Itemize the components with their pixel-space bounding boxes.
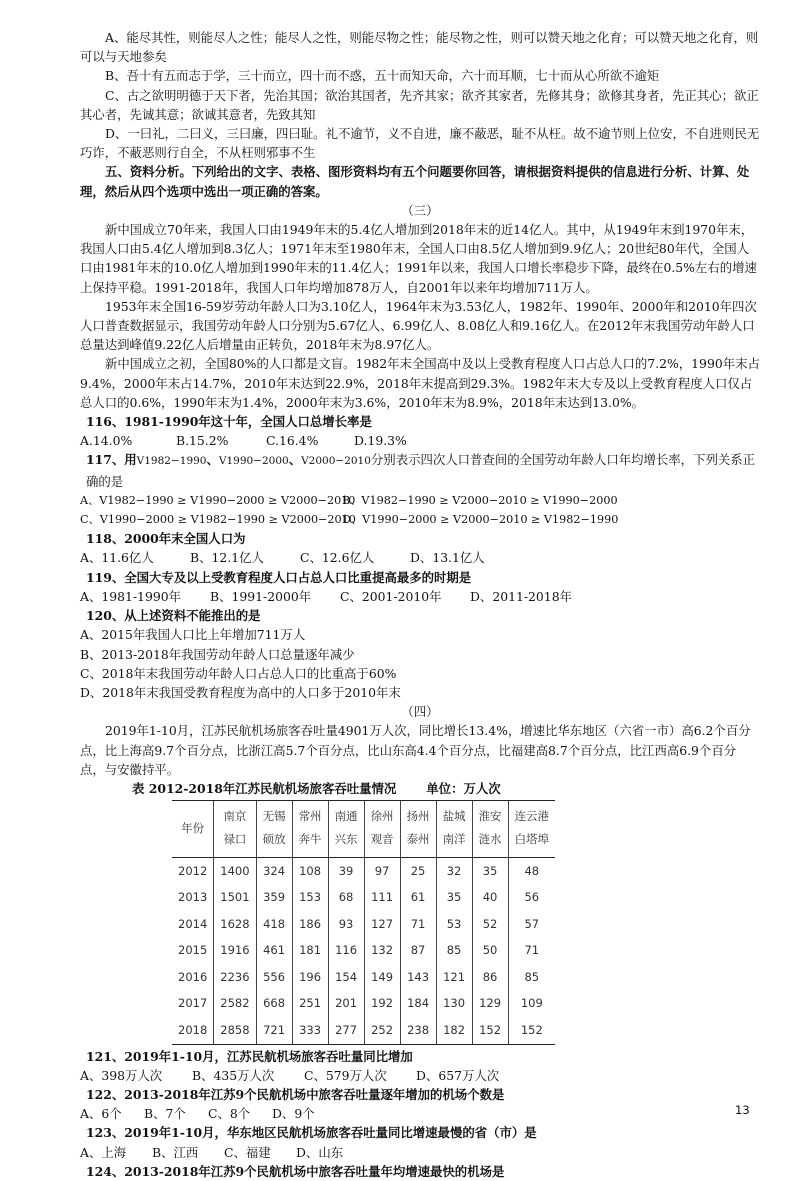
q118-b: B、12.1亿人	[190, 550, 264, 566]
table-caption	[132, 779, 760, 798]
q118-options	[80, 548, 760, 567]
q123-d: D、山东	[296, 1144, 344, 1160]
option-d: D、一曰礼，二曰义，三曰廉，四曰耻。礼不逾节，义不自进，廉不蔽恶，耻不从枉。故不逾节则上位安，不自进则民无巧诈，不蔽恶则行自全，不从枉则邪事不生	[80, 126, 760, 161]
value-cell: 71	[400, 911, 436, 938]
q118-stem: 118、2000年末全国人口为	[86, 531, 246, 547]
value-cell: 130	[436, 991, 472, 1018]
option-c: C、古之欲明明德于天下者，先治其国；欲治其国者，先齐其家；欲齐其家者，先修其身；欲修其身者，先正其心；欲正其心者，先诚其意；欲诚其意者，先致其知	[80, 87, 759, 122]
year-cell: 2013	[178, 890, 208, 905]
q122-c: C、8个	[208, 1106, 251, 1122]
q117-sep2: 、	[288, 452, 302, 468]
value-cell: 32	[436, 858, 472, 885]
value-cell: 1501	[214, 885, 256, 912]
q119-d: D、2011-2018年	[470, 588, 572, 604]
q122-stem: 122、2013-2018年江苏9个民航机场中旅客吞吐量逐年增加的机场个数是	[86, 1087, 505, 1103]
table-row	[172, 911, 555, 938]
value-cell: 52	[472, 911, 508, 938]
airport-name: 白塔埠	[514, 832, 550, 847]
airport-city: 连云港	[514, 809, 550, 824]
value-cell: 85	[508, 964, 555, 991]
value-cell: 1916	[214, 938, 256, 965]
q122-b: B、7个	[144, 1106, 186, 1122]
value-cell: 668	[256, 991, 292, 1018]
q116-a: A.14.0%	[80, 433, 133, 449]
q116-d: D.19.3%	[354, 433, 407, 449]
table-row	[172, 938, 555, 965]
table-header-row	[172, 801, 555, 858]
part4-heading: （四）	[401, 704, 439, 720]
table-title: 表 2012-2018年江苏民航机场旅客吞吐量情况	[132, 780, 397, 796]
airport-name: 硕放	[262, 832, 286, 847]
value-cell: 153	[292, 885, 328, 912]
q117-v1: V1982−1990	[136, 455, 207, 468]
airport-city: 常州	[298, 809, 322, 824]
q117-stem-pre: 117、用	[86, 452, 137, 468]
q122-d: D、9个	[272, 1106, 315, 1122]
value-cell: 196	[292, 964, 328, 991]
airport-name: 禄口	[223, 832, 247, 847]
airport-name: 奔牛	[298, 832, 322, 847]
q117-b: B、V1982−1990 ≥ V2000−2010 ≥ V1990−2000	[342, 493, 618, 507]
section-title: 五、资料分析。下列给出的文字、表格、图形资料均有五个问题要你回答，请根据资料提供的信息进行分析、计算、处理，然后从四个选项中选出一项正确的答案。	[80, 164, 750, 199]
q123-stem: 123、2019年1-10月，华东地区民航机场旅客吞吐量同比增速最慢的省（市）是	[86, 1125, 537, 1141]
q123-c: C、福建	[224, 1144, 271, 1160]
q121-d: D、657万人次	[416, 1067, 500, 1083]
value-cell: 39	[328, 858, 364, 885]
value-cell: 86	[472, 964, 508, 991]
q123-a: A、上海	[80, 1144, 127, 1160]
table-row	[172, 991, 555, 1018]
value-cell: 35	[436, 885, 472, 912]
value-cell: 251	[292, 991, 328, 1018]
q117-stem-post: 分别表示四次人口普查间的全国劳动年龄人口年均增长率，下列关系正确的是	[86, 452, 756, 489]
part4-para: 2019年1-10月，江苏民航机场旅客吞吐量4901万人次，同比增长13.4%，增速比华东地区（六省一市）高6.2个百分点，比上海高9.7个百分点，比浙江高5.7个百分点，比山东高4.4个百分点，比福建高8.7个百分点，比江西高6.9个百分点，与安徽持平。	[80, 723, 751, 777]
q121-a: A、398万人次	[80, 1067, 163, 1083]
value-cell: 2236	[214, 964, 256, 991]
q120-b: B、2013-2018年我国劳动年龄人口总量逐年减少	[80, 646, 355, 662]
value-cell: 57	[508, 911, 555, 938]
value-cell: 116	[328, 938, 364, 965]
airport-city: 淮安	[478, 809, 502, 824]
option-a: A、能尽其性，则能尽人之性；能尽人之性，则能尽物之性；能尽物之性，则可以赞天地之化育；可以赞天地之化育，则可以与天地参矣	[80, 30, 759, 65]
airport-column-header	[472, 801, 508, 858]
airport-city: 无锡	[262, 809, 286, 824]
q123-b: B、江西	[152, 1144, 199, 1160]
table-row	[172, 885, 555, 912]
q118-d: D、13.1亿人	[410, 550, 485, 566]
value-cell: 132	[364, 938, 400, 965]
q122-a: A、6个	[80, 1106, 122, 1122]
part3-para3: 新中国成立之初，全国80%的人口都是文盲。1982年末全国高中及以上受教育程度人口占总人口的7.2%，1990年末占9.4%，2000年末占14.7%，2010年末达到22.9%，2018年末提高到29.3%。1982年末大专及以上受教育程度人口仅占总人口的0.6%，1990年末为1.4%，2000年末为3.6%，2010年末为8.9%，2018年末达到13.0%。	[80, 356, 760, 410]
exam-page	[80, 28, 760, 1181]
q120-d: D、2018年末我国受教育程度为高中的人口多于2010年末	[80, 684, 401, 700]
value-cell: 182	[436, 1017, 472, 1044]
value-cell: 252	[364, 1017, 400, 1044]
airport-column-header	[364, 801, 400, 858]
value-cell: 556	[256, 964, 292, 991]
value-cell: 333	[292, 1017, 328, 1044]
value-cell: 111	[364, 885, 400, 912]
part3-heading: （三）	[401, 202, 439, 218]
airport-name: 涟水	[478, 832, 502, 847]
airport-column-header	[328, 801, 364, 858]
airport-column-header	[214, 801, 256, 858]
year-cell: 2017	[178, 996, 208, 1011]
value-cell: 461	[256, 938, 292, 965]
q121-options	[80, 1066, 760, 1085]
q120-stem: 120、从上述资料不能推出的是	[86, 608, 261, 624]
value-cell: 97	[364, 858, 400, 885]
airport-city: 南通	[334, 809, 358, 824]
value-cell: 238	[400, 1017, 436, 1044]
q116-options	[80, 431, 760, 450]
year-cell: 2012	[178, 863, 208, 878]
value-cell: 152	[472, 1017, 508, 1044]
q117-v2: V1990−2000	[218, 455, 289, 468]
q120-c: C、2018年末我国劳动年龄人口占总人口的比重高于60%	[80, 665, 397, 681]
airport-city: 南京	[223, 809, 247, 824]
value-cell: 154	[328, 964, 364, 991]
value-cell: 61	[400, 885, 436, 912]
q116-stem: 116、1981-1990年这十年，全国人口总增长率是	[86, 414, 372, 430]
q120-a: A、2015年我国人口比上年增加711万人	[80, 627, 306, 643]
airport-table	[172, 800, 555, 1045]
q121-b: B、435万人次	[192, 1067, 275, 1083]
value-cell: 53	[436, 911, 472, 938]
value-cell: 2858	[214, 1017, 256, 1044]
q123-options	[80, 1143, 760, 1162]
value-cell: 1400	[214, 858, 256, 885]
year-cell: 2014	[178, 916, 208, 931]
value-cell: 1628	[214, 911, 256, 938]
value-cell: 121	[436, 964, 472, 991]
q119-c: C、2001-2010年	[340, 588, 442, 604]
airport-city: 扬州	[406, 809, 430, 824]
value-cell: 108	[292, 858, 328, 885]
q124-stem: 124、2013-2018年江苏9个民航机场中旅客吞吐量年均增速最快的机场是	[86, 1163, 505, 1179]
value-cell: 2582	[214, 991, 256, 1018]
airport-column-header	[436, 801, 472, 858]
q116-c: C.16.4%	[266, 433, 319, 449]
q122-options	[80, 1104, 760, 1123]
value-cell: 48	[508, 858, 555, 885]
value-cell: 56	[508, 885, 555, 912]
value-cell: 324	[256, 858, 292, 885]
q117-options-ab	[80, 491, 760, 510]
value-cell: 201	[328, 991, 364, 1018]
value-cell: 143	[400, 964, 436, 991]
airport-column-header	[256, 801, 292, 858]
airport-city: 徐州	[370, 809, 394, 824]
year-cell: 2018	[172, 1017, 214, 1044]
airport-column-header	[400, 801, 436, 858]
q117-a: A、V1982−1990 ≥ V1990−2000 ≥ V2000−2010	[80, 493, 356, 507]
airport-column-header	[292, 801, 328, 858]
airport-name: 泰州	[406, 832, 430, 847]
q116-b: B.15.2%	[176, 433, 229, 449]
q117-c: C、V1990−2000 ≥ V1982−1990 ≥ V2000−2010	[80, 513, 356, 527]
value-cell: 93	[328, 911, 364, 938]
value-cell: 184	[400, 991, 436, 1018]
value-cell: 40	[472, 885, 508, 912]
part3-para1: 新中国成立70年来，我国人口由1949年末的5.4亿人增加到2018年末的近14亿人。其中，从1949年末到1970年末，我国人口由5.4亿人增加到8.3亿人；1971年末至1980年末，全国人口由8.5亿人增加到9.9亿人；20世纪80年代，全国人口由1981年末的10.0亿人增加到1990年末的11.4亿人；1991年以来，我国人口增长率稳步下降，最终在0.5%左右的增速上保持平稳。1991-2018年，我国人口年均增加878万人，自2001年以来年均增加711万人。	[80, 222, 757, 295]
table-row	[172, 858, 555, 885]
value-cell: 418	[256, 911, 292, 938]
value-cell: 50	[472, 938, 508, 965]
table-row	[172, 964, 555, 991]
year-cell: 2015	[178, 943, 208, 958]
q118-c: C、12.6亿人	[300, 550, 375, 566]
q117-sep1: 、	[206, 452, 219, 468]
option-b: B、吾十有五而志于学，三十而立，四十而不惑，五十而知天命，六十而耳顺，七十而从心所欲不逾矩	[105, 68, 660, 84]
q118-a: A、11.6亿人	[80, 550, 154, 566]
q117-options-cd	[80, 510, 760, 529]
value-cell: 277	[328, 1017, 364, 1044]
q117-v3: V2000−2010	[301, 455, 371, 468]
q119-a: A、1981-1990年	[80, 588, 181, 604]
value-cell: 192	[364, 991, 400, 1018]
value-cell: 181	[292, 938, 328, 965]
q117-stem	[80, 450, 760, 490]
value-cell: 721	[256, 1017, 292, 1044]
q119-stem: 119、全国大专及以上受教育程度人口占总人口比重提高最多的时期是	[86, 569, 472, 585]
year-cell: 2016	[178, 969, 208, 984]
value-cell: 71	[508, 938, 555, 965]
airport-column-header	[508, 801, 555, 858]
value-cell: 149	[364, 964, 400, 991]
value-cell: 152	[508, 1017, 555, 1044]
q119-options	[80, 587, 760, 606]
value-cell: 25	[400, 858, 436, 885]
q119-b: B、1991-2000年	[210, 588, 312, 604]
value-cell: 109	[508, 991, 555, 1018]
value-cell: 127	[364, 911, 400, 938]
value-cell: 87	[400, 938, 436, 965]
value-cell: 359	[256, 885, 292, 912]
airport-name: 南洋	[442, 832, 466, 847]
part3-para2: 1953年末全国16-59岁劳动年龄人口为3.10亿人，1964年末为3.53亿人，1982年、1990年、2000年和2010年四次人口普查数据显示，我国劳动年龄人口分别为5.67亿人、6.99亿人、8.08亿人和9.16亿人。在2012年末我国劳动年龄人口总量达到峰值9.22亿人后增量由正转负，2018年末为8.97亿人。	[80, 298, 757, 353]
table-row	[172, 1017, 555, 1044]
value-cell: 85	[436, 938, 472, 965]
q121-c: C、579万人次	[304, 1067, 387, 1083]
airport-name: 兴东	[334, 832, 358, 847]
q117-d: D、V1990−2000 ≥ V2000−2010 ≥ V1982−1990	[342, 513, 619, 527]
value-cell: 68	[328, 885, 364, 912]
q121-stem: 121、2019年1-10月，江苏民航机场旅客吞吐量同比增加	[86, 1048, 413, 1064]
table-unit: 单位：万人次	[426, 780, 501, 796]
value-cell: 35	[472, 858, 508, 885]
value-cell: 129	[472, 991, 508, 1018]
airport-name: 观音	[370, 832, 394, 847]
year-header: 年份	[172, 801, 214, 858]
value-cell: 186	[292, 911, 328, 938]
page-number: 13	[735, 1103, 750, 1117]
airport-city: 盐城	[442, 809, 466, 824]
